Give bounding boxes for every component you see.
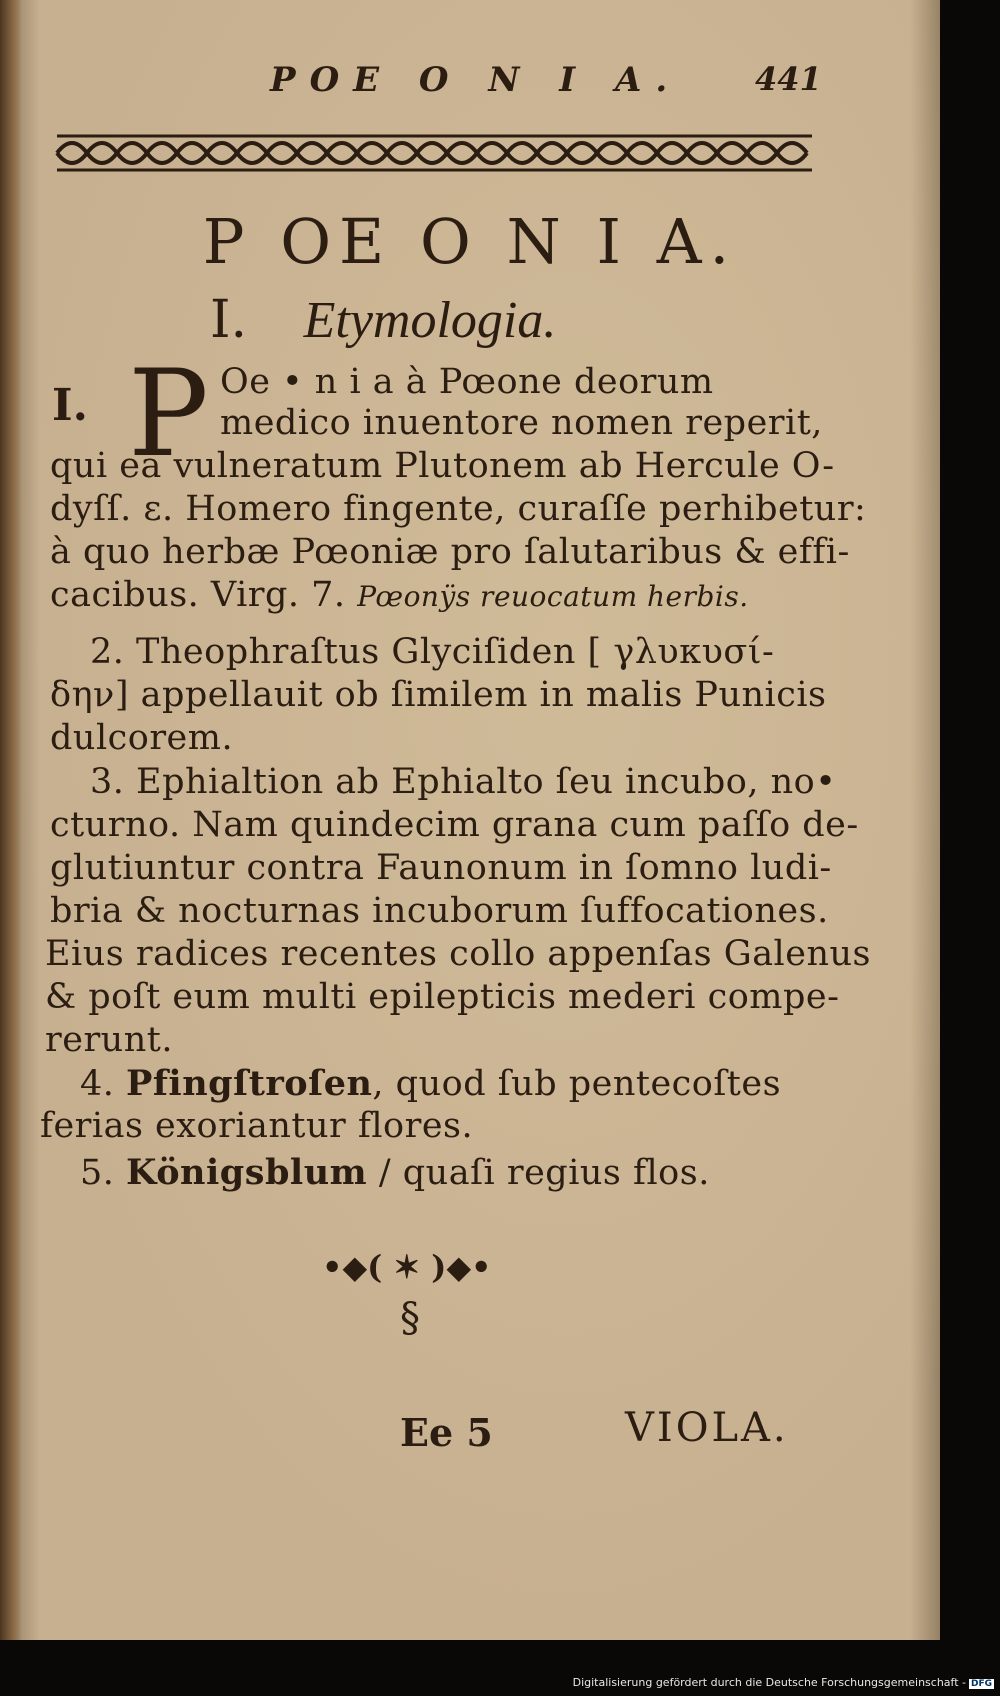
section-number: I. xyxy=(210,290,248,350)
drop-cap: P xyxy=(128,345,209,484)
knot-ornament: § xyxy=(400,1295,420,1341)
text-line: dyſſ. ε. Homero fingente, curaſſe perhibetur: xyxy=(50,489,867,529)
text-line: medico inuentore nomen reperit, xyxy=(220,403,823,443)
running-head: POE O N I A. xyxy=(270,60,682,100)
blackletter-term: Königsblum xyxy=(126,1152,368,1193)
text-run: / quaſi regius flos. xyxy=(367,1153,710,1193)
text-line xyxy=(80,1063,781,1104)
decorative-border-ornament xyxy=(52,128,817,178)
text-line xyxy=(50,575,749,615)
catchword: VIOLA. xyxy=(625,1405,789,1451)
text-line: dulcorem. xyxy=(50,718,234,758)
text-line: δην] appellauit ob ſimilem in malis Punicis xyxy=(50,675,827,715)
text-line xyxy=(80,1152,710,1193)
section-heading xyxy=(210,290,556,350)
text-run: cacibus. Virg. 7. xyxy=(50,575,358,615)
blackletter-term: Pfingſtroſen xyxy=(126,1063,373,1104)
page-title: P OE O N I A. xyxy=(202,205,738,278)
text-line: à quo herbæ Pœoniæ pro ſalutaribus & effi- xyxy=(50,532,850,572)
text-line: ferias exoriantur flores. xyxy=(40,1106,474,1146)
digitization-credit xyxy=(573,1676,994,1689)
signature-mark: Ee 5 xyxy=(400,1410,493,1455)
text-line: bria & nocturnas incuborum ſuffocationes. xyxy=(50,891,829,931)
text-run: , quod ſub pentecoſtes xyxy=(372,1064,782,1104)
dfg-logo: DFG xyxy=(970,1679,992,1689)
page-number: 441 xyxy=(755,60,822,98)
paragraph-number-5: 5. xyxy=(80,1153,115,1193)
text-line: Oe • n i a à Pœone deorum xyxy=(220,362,714,402)
text-line: 2. Theophraſtus Glyciſiden [ γλυκυσί- xyxy=(90,632,775,672)
text-line: rerunt. xyxy=(45,1020,173,1060)
paragraph-number-4: 4. xyxy=(80,1064,115,1104)
fleuron-ornament: •◆( ✶ )◆• xyxy=(322,1248,492,1286)
paragraph-number-1: I. xyxy=(52,380,88,431)
text-line: glutiuntur contra Faunonum in ſomno ludi- xyxy=(50,848,832,888)
text-line: Eius radices recentes collo appenſas Galenus xyxy=(45,934,872,974)
text-line: qui ea vulneratum Plutonem ab Hercule O- xyxy=(50,446,835,486)
text-line: cturno. Nam quindecim grana cum paſſo de- xyxy=(50,805,859,845)
text-line: & poſt eum multi epilepticis mederi compe- xyxy=(45,977,840,1017)
italic-quote: Pœonÿs reuocatum herbis. xyxy=(357,580,749,613)
text-line: 3. Ephialtion ab Ephialto ſeu incubo, no• xyxy=(90,762,837,802)
credit-text: Digitalisierung gefördert durch die Deutsche Forschungsgemeinschaft - xyxy=(572,1676,966,1689)
section-label: Etymologia. xyxy=(303,292,557,349)
